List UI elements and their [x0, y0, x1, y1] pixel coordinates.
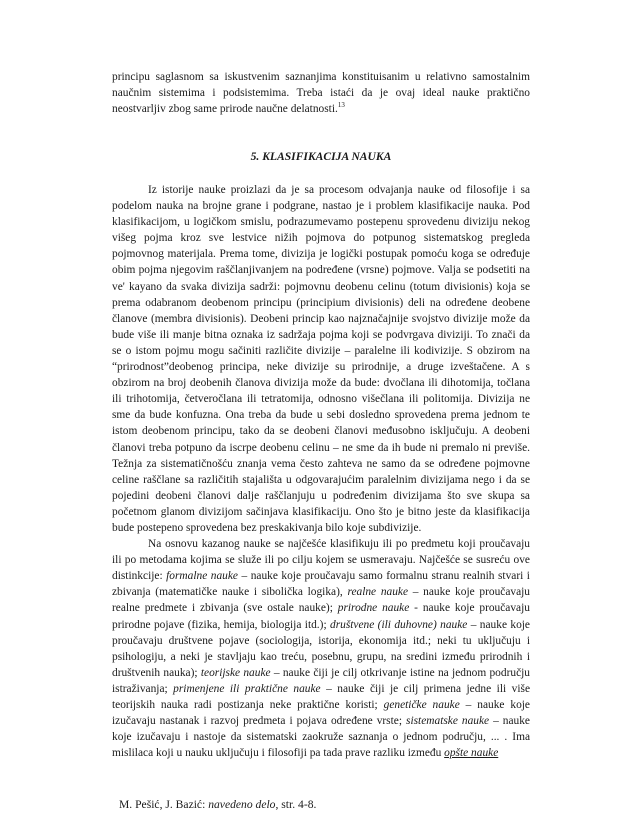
term-formal: formalne nauke [166, 570, 238, 583]
paragraph-classification: Iz istorije nauke proizlazi da je sa procesom odvajanja nauke od filosofije i sa podelom nauka na brojne grane i podgrane, nastao je i problem klasifikacije nauka. Pod klasifikacijom, u logičkom smislu, podrazumevamo postepenu sprovedenu diviziju nekog višeg pojma kroz sve lestvice nižih pojmova do potpunog sistematskog pregleda pojmovnog materijala. Prema tome, divizija je logički postupak pomoću koga se određuje obim pojma njegovim raščlanjivanjem na podređene (vrsne) pojmove. Valja se podsetiti na ve' kayano da svaka divizija sadrži: pojmovnu deobenu celinu (totum divisionis) koja se prema odabranom deobenom principu (principium divisionis) deli na određene deobene članove (membra divisionis). Deobeni princip kao najznačajnije svojstvo divizije može da bude više ili manje bitna oznaka iz sadržaja pojma koji se podvrgava diviziji. To znači da se o istom pojmu mogu sačiniti različite divizije – paralelne ili kodivizije. S obzirom na “prirodnost”deobenog principa, neke divizije su prirodnije, a druge izveštačene. A s obzirom na broj deobenih članova divizija može da bude: dvočlana ili dihotomija, točlana ili trihotomija, četveročlana ili tetratomija, odnosno višečlana ili politomija. Divizija ne sme da bude konfuzna. Ona treba da bude u sebi dosledno sprovedena prema jednom te istom deobenom principu, tako da se deobeni članovi međusobno isključuju. A deobeni članovi treba potpuno da iscrpe deobenu celinu – ne sme da ih bude ni premalo ni previše. Težnja za sistematičnošću znanja vema često zahteva ne samo da se određene pojmovne celine raščlane sa različitih stajališta u odgovarajućim paralelnim divizijama nego i da se pojedini deobeni članovi dalje raščlanjuju u podređenim divizijama što sve skupa sa početnom glanom divizijom sačinjava klasifikaciju. Ono što je bitno jeste da klasifikacija bude postepeno sprovedena bez preskakivanja bilo koje subdivizije. [112, 184, 530, 534]
term-systematic: sistematske nauke [406, 715, 490, 728]
text-run: – nauke koje izučavaju i nastoje da sistematski zaokruže saznanja o jednom području, ... . Ima mislilaca koji u nauku uključuju i filosofiji pa tada prave razliku između [112, 715, 530, 760]
section-body [112, 182, 530, 761]
text-run: – nauke koje izučavaju nastanak i razvoj predmeta i pojava određene vrste; [112, 699, 530, 728]
term-applied: primenjene ili praktične nauke [173, 682, 321, 695]
text-run: - nauke koje proučavaju prirodne pojave (fizika, hemija, biologija itd.); [112, 602, 530, 631]
footnote-italic: navedeno delo [208, 798, 276, 811]
footnote [119, 797, 539, 812]
paragraph-distinctions [112, 536, 530, 761]
footnote-ref: 13 [337, 101, 345, 110]
text-run: – nauke koje proučavaju samo formalnu stranu realnih stvari i zbivanja (matematičke nauke i sibolička logika), [112, 570, 530, 599]
intro-paragraph [112, 69, 530, 117]
term-social: društvene (ili duhovne) nauke [330, 618, 468, 631]
footnote-suffix: , str. 4-8. [275, 798, 317, 811]
term-genetic: genetičke nauke [383, 699, 460, 711]
text-run: – nauke koje proučavaju realne predmete i zbivanja (sve ostale nauke); [112, 586, 530, 615]
footnote-prefix: M. Pešić, J. Bazić: [119, 798, 206, 811]
term-real: realne nauke [347, 586, 409, 599]
intro-text: principu saglasnom sa iskustvenim saznanjima konstituisanim u relativno samostalnim naučnim sistemima i podsistemima. Treba istaći da je ovaj ideal nauke praktično neostvarljiv zbog same prirode naučne delatnosti. [112, 71, 530, 116]
term-theoretical: teorijske nauke [200, 666, 271, 679]
term-natural: prirodne nauke [337, 602, 410, 615]
section-heading: 5. KLASIFIKACIJA NAUKA [250, 150, 392, 163]
text-run: – nauke čiji je cilj otkrivanje istine na jednom području istraživanja; [112, 666, 530, 695]
text-run: – nauke čiji je cilj primena jedne ili više teorijskih nauka radi postizanja neke praktične koristi; [112, 682, 530, 711]
text-run: – nauke koje proučavaju društvene pojave (sociologija, istorija, ekonomija itd.; neki tu uključuju i psihologiju, a neki je stavljaju kao treću, posebnu, grupu, na sredini između prirodnih i društvenih nauka); [112, 618, 530, 679]
term-general: opšte nauke [444, 747, 499, 760]
text-run: Na osnovu kazanog nauke se najčešće klasifikuju ili po predmetu koji proučavaju ili po metodama kojima se služe ili po cilju kojem se usmeravaju. Najčešće se susreću ove distinkcije: [112, 538, 530, 583]
